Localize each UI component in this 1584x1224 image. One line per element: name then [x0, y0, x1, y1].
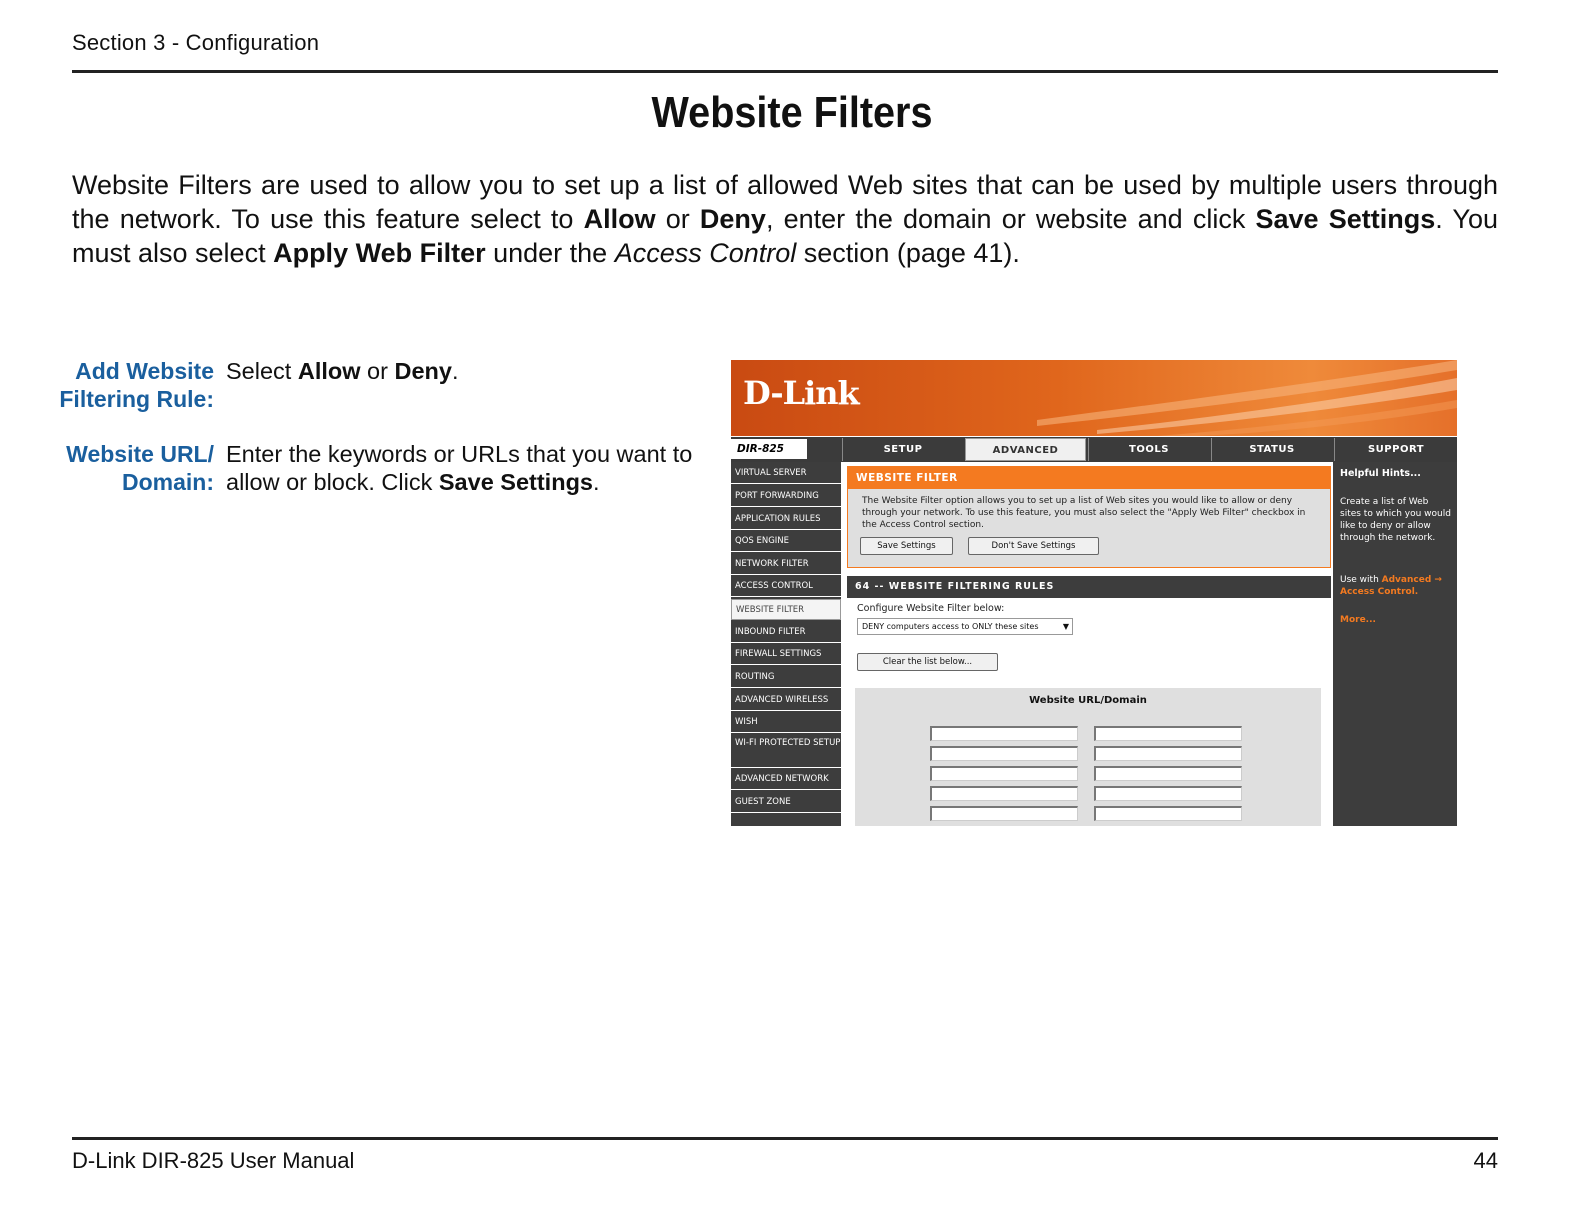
sidebar-item-advanced-network[interactable]: ADVANCED NETWORK — [731, 769, 841, 790]
tab-tools[interactable]: TOOLS — [1088, 438, 1209, 461]
helpful-hints-panel — [1336, 462, 1457, 826]
url-input[interactable] — [1094, 746, 1242, 761]
definition-text-filtering-rule: Select Allow or Deny. — [226, 358, 459, 384]
website-filter-description: The Website Filter option allows you to set up a list of Web sites you would like to allow or deny through your network. To use this feature, you must also select the "Apply Web Filter" checkbox in the Access Control section. — [862, 496, 1306, 530]
filter-mode-select[interactable] — [857, 618, 1073, 635]
url-input[interactable] — [930, 766, 1078, 781]
sidebar-item-qos-engine[interactable]: QOS ENGINE — [731, 531, 841, 552]
dlink-logo: D-Link — [743, 374, 859, 412]
sidebar-item-advanced-wireless[interactable]: ADVANCED WIRELESS — [731, 690, 841, 711]
sidebar-item-firewall-settings[interactable]: FIREWALL SETTINGS — [731, 644, 841, 665]
page-title: Website Filters — [651, 88, 933, 137]
sidebar-item-inbound-filter[interactable]: INBOUND FILTER — [731, 622, 841, 643]
tab-advanced[interactable]: ADVANCED — [965, 438, 1086, 461]
configure-filter-label: Configure Website Filter below: — [857, 603, 1005, 614]
url-domain-panel — [855, 688, 1321, 826]
hints-text: Create a list of Web sites to which you would like to deny or allow through the network. — [1340, 497, 1451, 543]
save-settings-button[interactable]: Save Settings — [860, 537, 953, 555]
url-input[interactable] — [930, 726, 1078, 741]
banner-swoosh-graphic — [1037, 360, 1457, 436]
definition-text-website-url: Enter the keywords or URLs that you want to allow or block. Click Save Settings. — [226, 441, 693, 495]
footer-rule — [72, 1137, 1498, 1140]
model-slashes-icon: // — [788, 437, 803, 461]
sidebar — [731, 462, 841, 826]
page-number: 44 — [1473, 1148, 1498, 1173]
url-column-title: Website URL/Domain — [1029, 695, 1147, 706]
sidebar-item-website-filter[interactable]: WEBSITE FILTER — [731, 599, 841, 620]
main-content — [843, 462, 1336, 826]
sidebar-item-wish[interactable]: WISH — [731, 712, 841, 733]
section-header: Section 3 - Configuration — [72, 30, 320, 55]
tab-setup[interactable]: SETUP — [842, 438, 963, 461]
model-label: DIR-825 — [731, 439, 807, 459]
dlink-banner — [731, 360, 1457, 436]
url-input[interactable] — [1094, 726, 1242, 741]
filtering-rules-heading: 64 -- WEBSITE FILTERING RULES — [847, 576, 1331, 598]
clear-list-button[interactable]: Clear the list below... — [857, 653, 998, 671]
hints-use-with: Use with Advanced → Access Control. — [1340, 575, 1442, 597]
sidebar-item-network-filter[interactable]: NETWORK FILTER — [731, 554, 841, 575]
sidebar-item-application-rules[interactable]: APPLICATION RULES — [731, 509, 841, 530]
sidebar-item-wifi-protected-setup[interactable]: WI-FI PROTECTED SETUP — [731, 735, 841, 768]
tab-support[interactable]: SUPPORT — [1334, 438, 1457, 461]
url-input[interactable] — [1094, 786, 1242, 801]
sidebar-item-port-forwarding[interactable]: PORT FORWARDING — [731, 486, 841, 507]
sidebar-item-virtual-server[interactable]: VIRTUAL SERVER — [731, 463, 841, 484]
filter-mode-value: DENY computers access to ONLY these sites — [862, 622, 1039, 631]
url-input[interactable] — [930, 786, 1078, 801]
website-filter-box — [847, 466, 1331, 568]
dont-save-settings-button[interactable]: Don't Save Settings — [968, 537, 1099, 555]
intro-paragraph: Website Filters are used to allow you to set up a list of allowed Web sites that can be used by multiple users through the network. To use this feature select to Allow or Deny, enter the domain or website and click Save Settings. You must also select Apply Web Filter under the Access Control section (page 41). — [72, 170, 1498, 268]
more-link[interactable]: More... — [1340, 615, 1376, 625]
footer-manual-title: D-Link DIR-825 User Manual — [72, 1148, 355, 1173]
url-input[interactable] — [1094, 766, 1242, 781]
header-rule — [72, 70, 1498, 73]
access-control-link[interactable]: Advanced → Access Control. — [1340, 575, 1442, 597]
url-input[interactable] — [1094, 806, 1242, 821]
sidebar-item-routing[interactable]: ROUTING — [731, 667, 841, 688]
sidebar-item-guest-zone[interactable]: GUEST ZONE — [731, 792, 841, 813]
definition-term-website-url: Website URL/ Domain: — [66, 441, 214, 495]
url-input[interactable] — [930, 806, 1078, 821]
definition-term-filtering-rule: Add Website Filtering Rule: — [59, 358, 214, 412]
tab-status[interactable]: STATUS — [1211, 438, 1332, 461]
router-screenshot — [731, 360, 1457, 826]
hints-title: Helpful Hints... — [1340, 468, 1421, 479]
chevron-down-icon: ▼ — [1062, 622, 1069, 631]
website-filter-heading: WEBSITE FILTER — [848, 467, 1330, 489]
url-input[interactable] — [930, 746, 1078, 761]
sidebar-item-access-control[interactable]: ACCESS CONTROL — [731, 576, 841, 597]
